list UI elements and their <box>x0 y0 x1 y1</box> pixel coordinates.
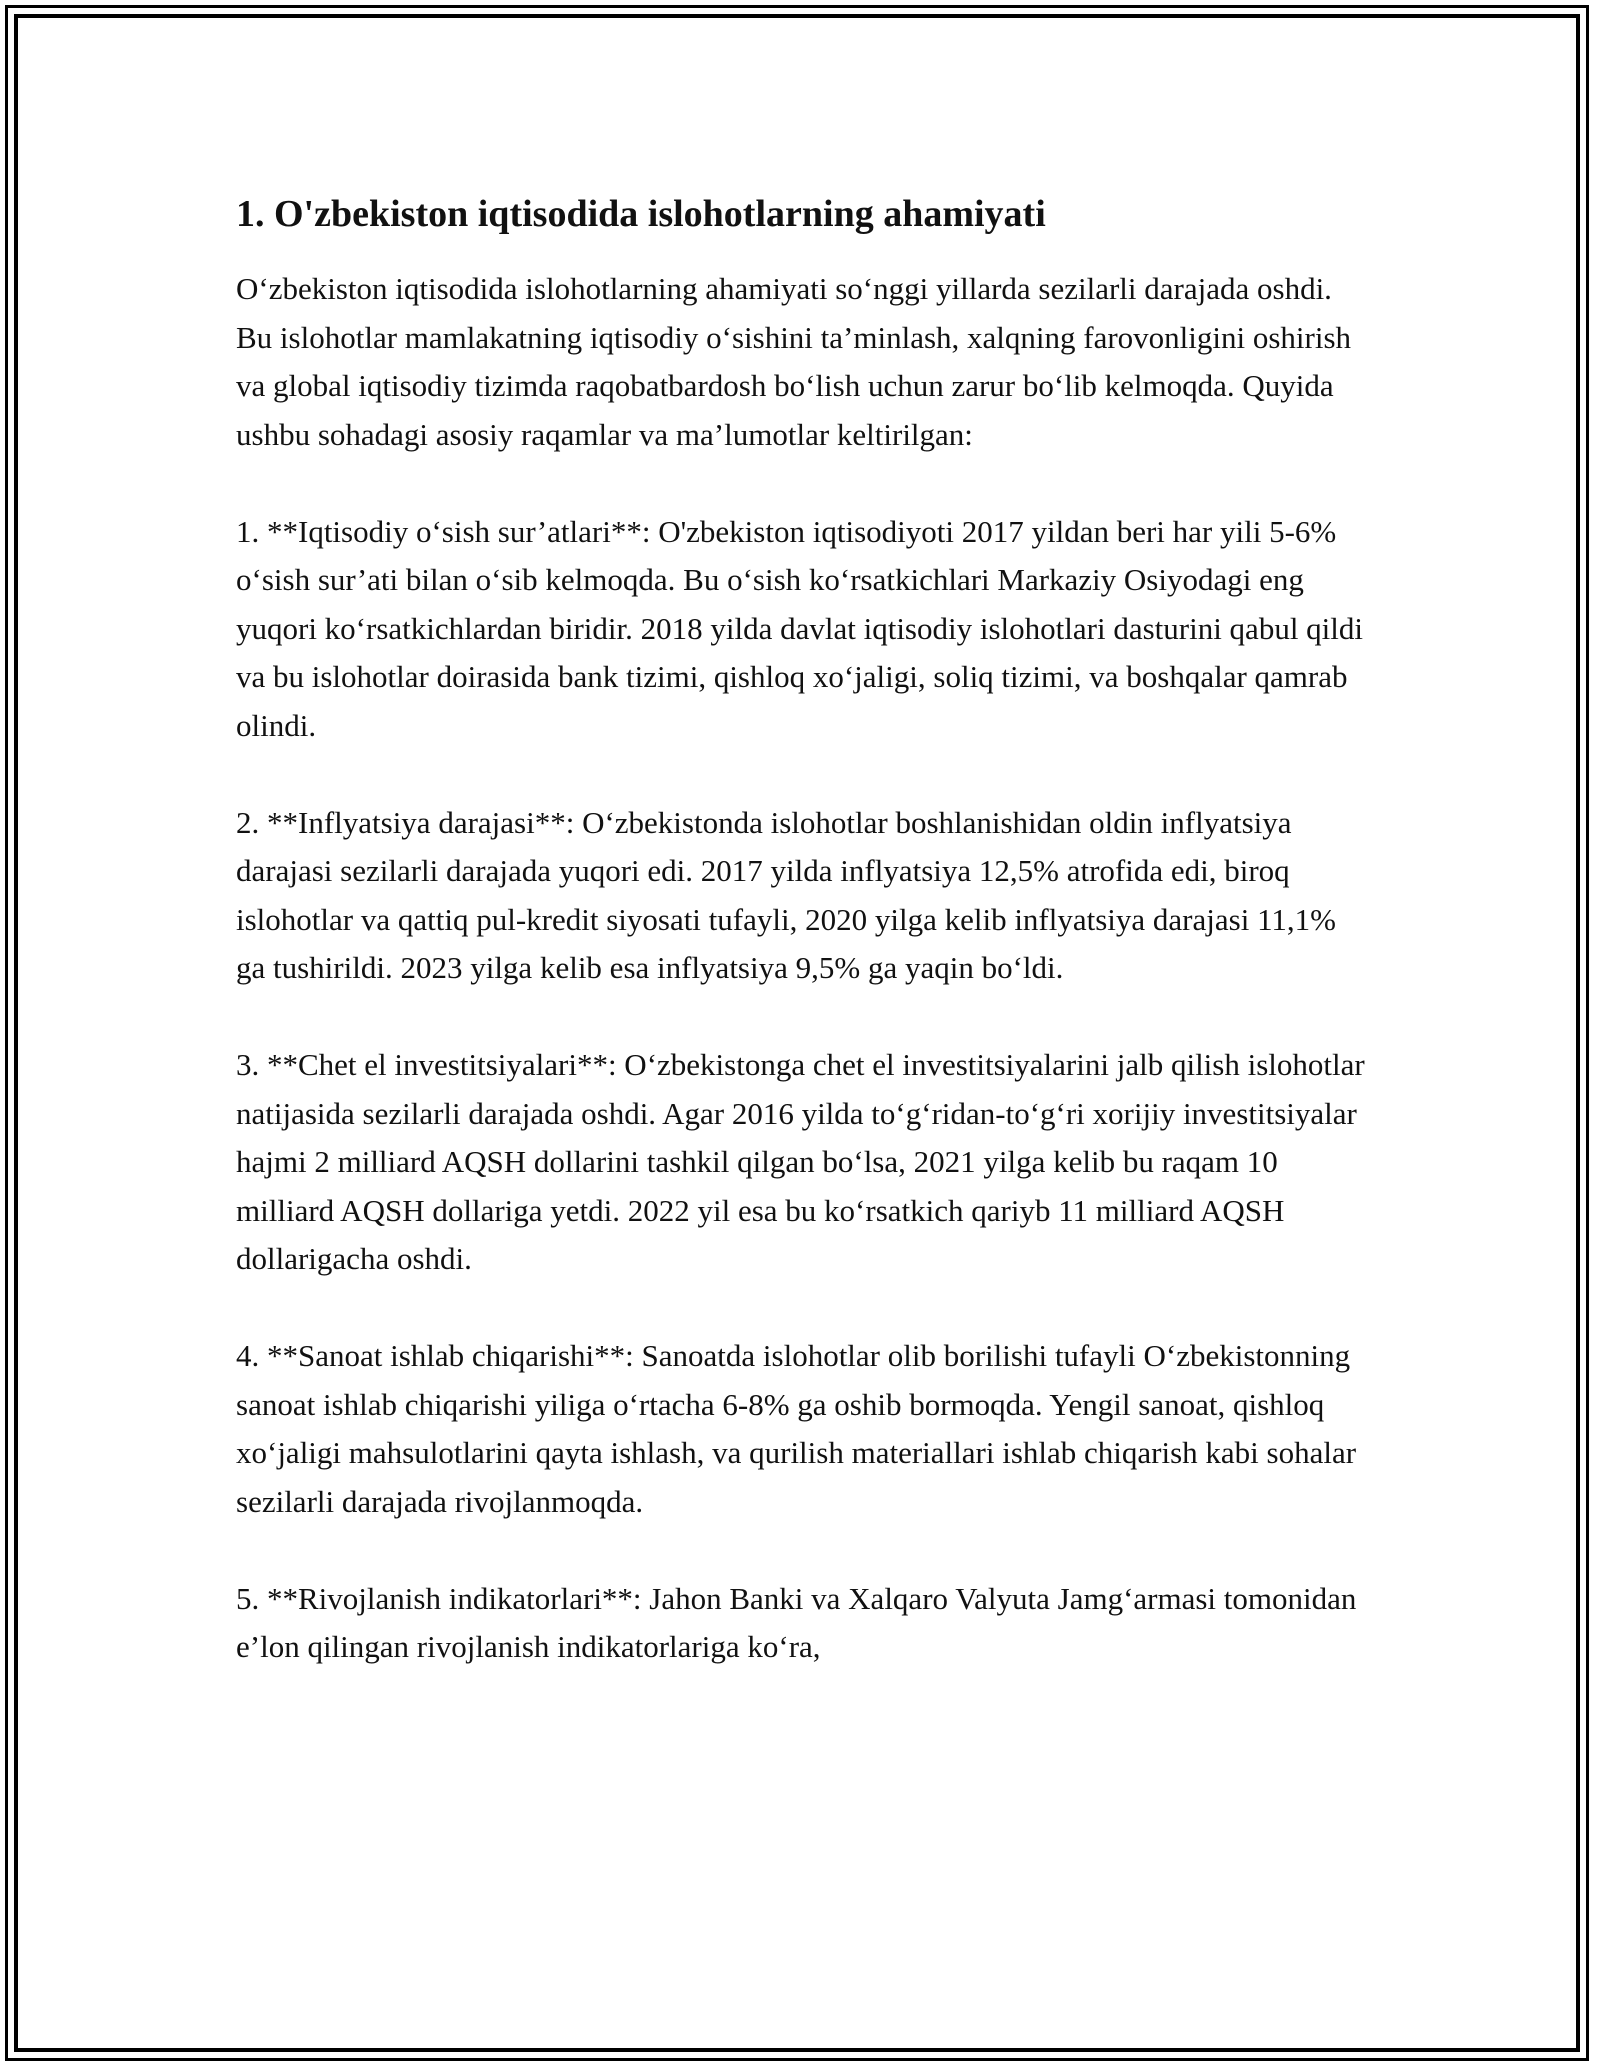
section-title: 1. O'zbekiston iqtisodida islohotlarning ahamiyati <box>236 193 1046 235</box>
list-item-foreign-investment: 3. **Chet el investitsiyalari**: O‘zbekistonga chet el investitsiyalarini jalb qilish islohotlar natijasida sezilarli darajada oshdi. Agar 2016 yilda to‘g‘ridan-to‘g‘ri xorijiy investitsiyalar hajmi 2 milliard AQSH dollarini tashkil qilgan bo‘lsa, 2021 yilga kelib bu raqam 10 milliard AQSH dollariga yetdi. 2022 yil esa bu ko‘rsatkich qariyb 11 milliard AQSH dollarigacha oshdi. <box>236 1047 1365 1276</box>
paragraph-spacer <box>236 1526 1366 1575</box>
paragraph-spacer <box>236 993 1366 1042</box>
list-item-development-indicators: 5. **Rivojlanish indikatorlari**: Jahon Banki va Xalqaro Valyuta Jamg‘armasi tomonidan e’lon qilingan rivojlanish indikatorlariga ko‘ra, <box>236 1580 1357 1664</box>
list-item-industrial-production: 4. **Sanoat ishlab chiqarishi**: Sanoatda islohotlar olib borilishi tufayli O‘zbekistonning sanoat ishlab chiqarishi yiliga o‘rtacha 6-8% ga oshib bormoqda. Yengil sanoat, qishloq xo‘jaligi mahsulotlarini qayta ishlash, va qurilish materiallari ishlab chiqarish kabi sohalar sezilarli darajada rivojlanmoqda. <box>236 1338 1357 1519</box>
intro-paragraph: O‘zbekiston iqtisodida islohotlarning ahamiyati so‘nggi yillarda sezilarli darajada oshdi. Bu islohotlar mamlakatning iqtisodiy o‘sishini ta’minlash, xalqning farovonligini oshirish va global iqtisodiy tizimda raqobatbardosh bo‘lish uchun zarur bo‘lib kelmoqda. Quyida ushbu sohadagi asosiy raqamlar va ma’lumotlar keltirilgan: <box>236 271 1352 452</box>
paragraph-spacer <box>236 459 1366 508</box>
document-body <box>236 188 1366 1672</box>
paragraph-spacer <box>236 750 1366 799</box>
paragraph-spacer <box>236 1284 1366 1333</box>
list-item-inflation: 2. **Inflyatsiya darajasi**: O‘zbekistonda islohotlar boshlanishidan oldin inflyatsiya darajasi sezilarli darajada yuqori edi. 2017 yilda inflyatsiya 12,5% atrofida edi, biroq islohotlar va qattiq pul-kredit siyosati tufayli, 2020 yilga kelib inflyatsiya darajasi 11,1% ga tushirildi. 2023 yilga kelib esa inflyatsiya 9,5% ga yaqin bo‘ldi. <box>236 804 1336 985</box>
list-item-economic-growth: 1. **Iqtisodiy o‘sish sur’atlari**: O'zbekiston iqtisodiyoti 2017 yildan beri har yili 5-6% o‘sish sur’ati bilan o‘sib kelmoqda. Bu o‘sish ko‘rsatkichlari Markaziy Osiyodagi eng yuqori ko‘rsatkichlardan biridir. 2018 yilda davlat iqtisodiy islohotlari dasturini qabul qildi va bu islohotlar doirasida bank tizimi, qishloq xo‘jaligi, soliq tizimi, va boshqalar qamrab olindi. <box>236 513 1364 743</box>
